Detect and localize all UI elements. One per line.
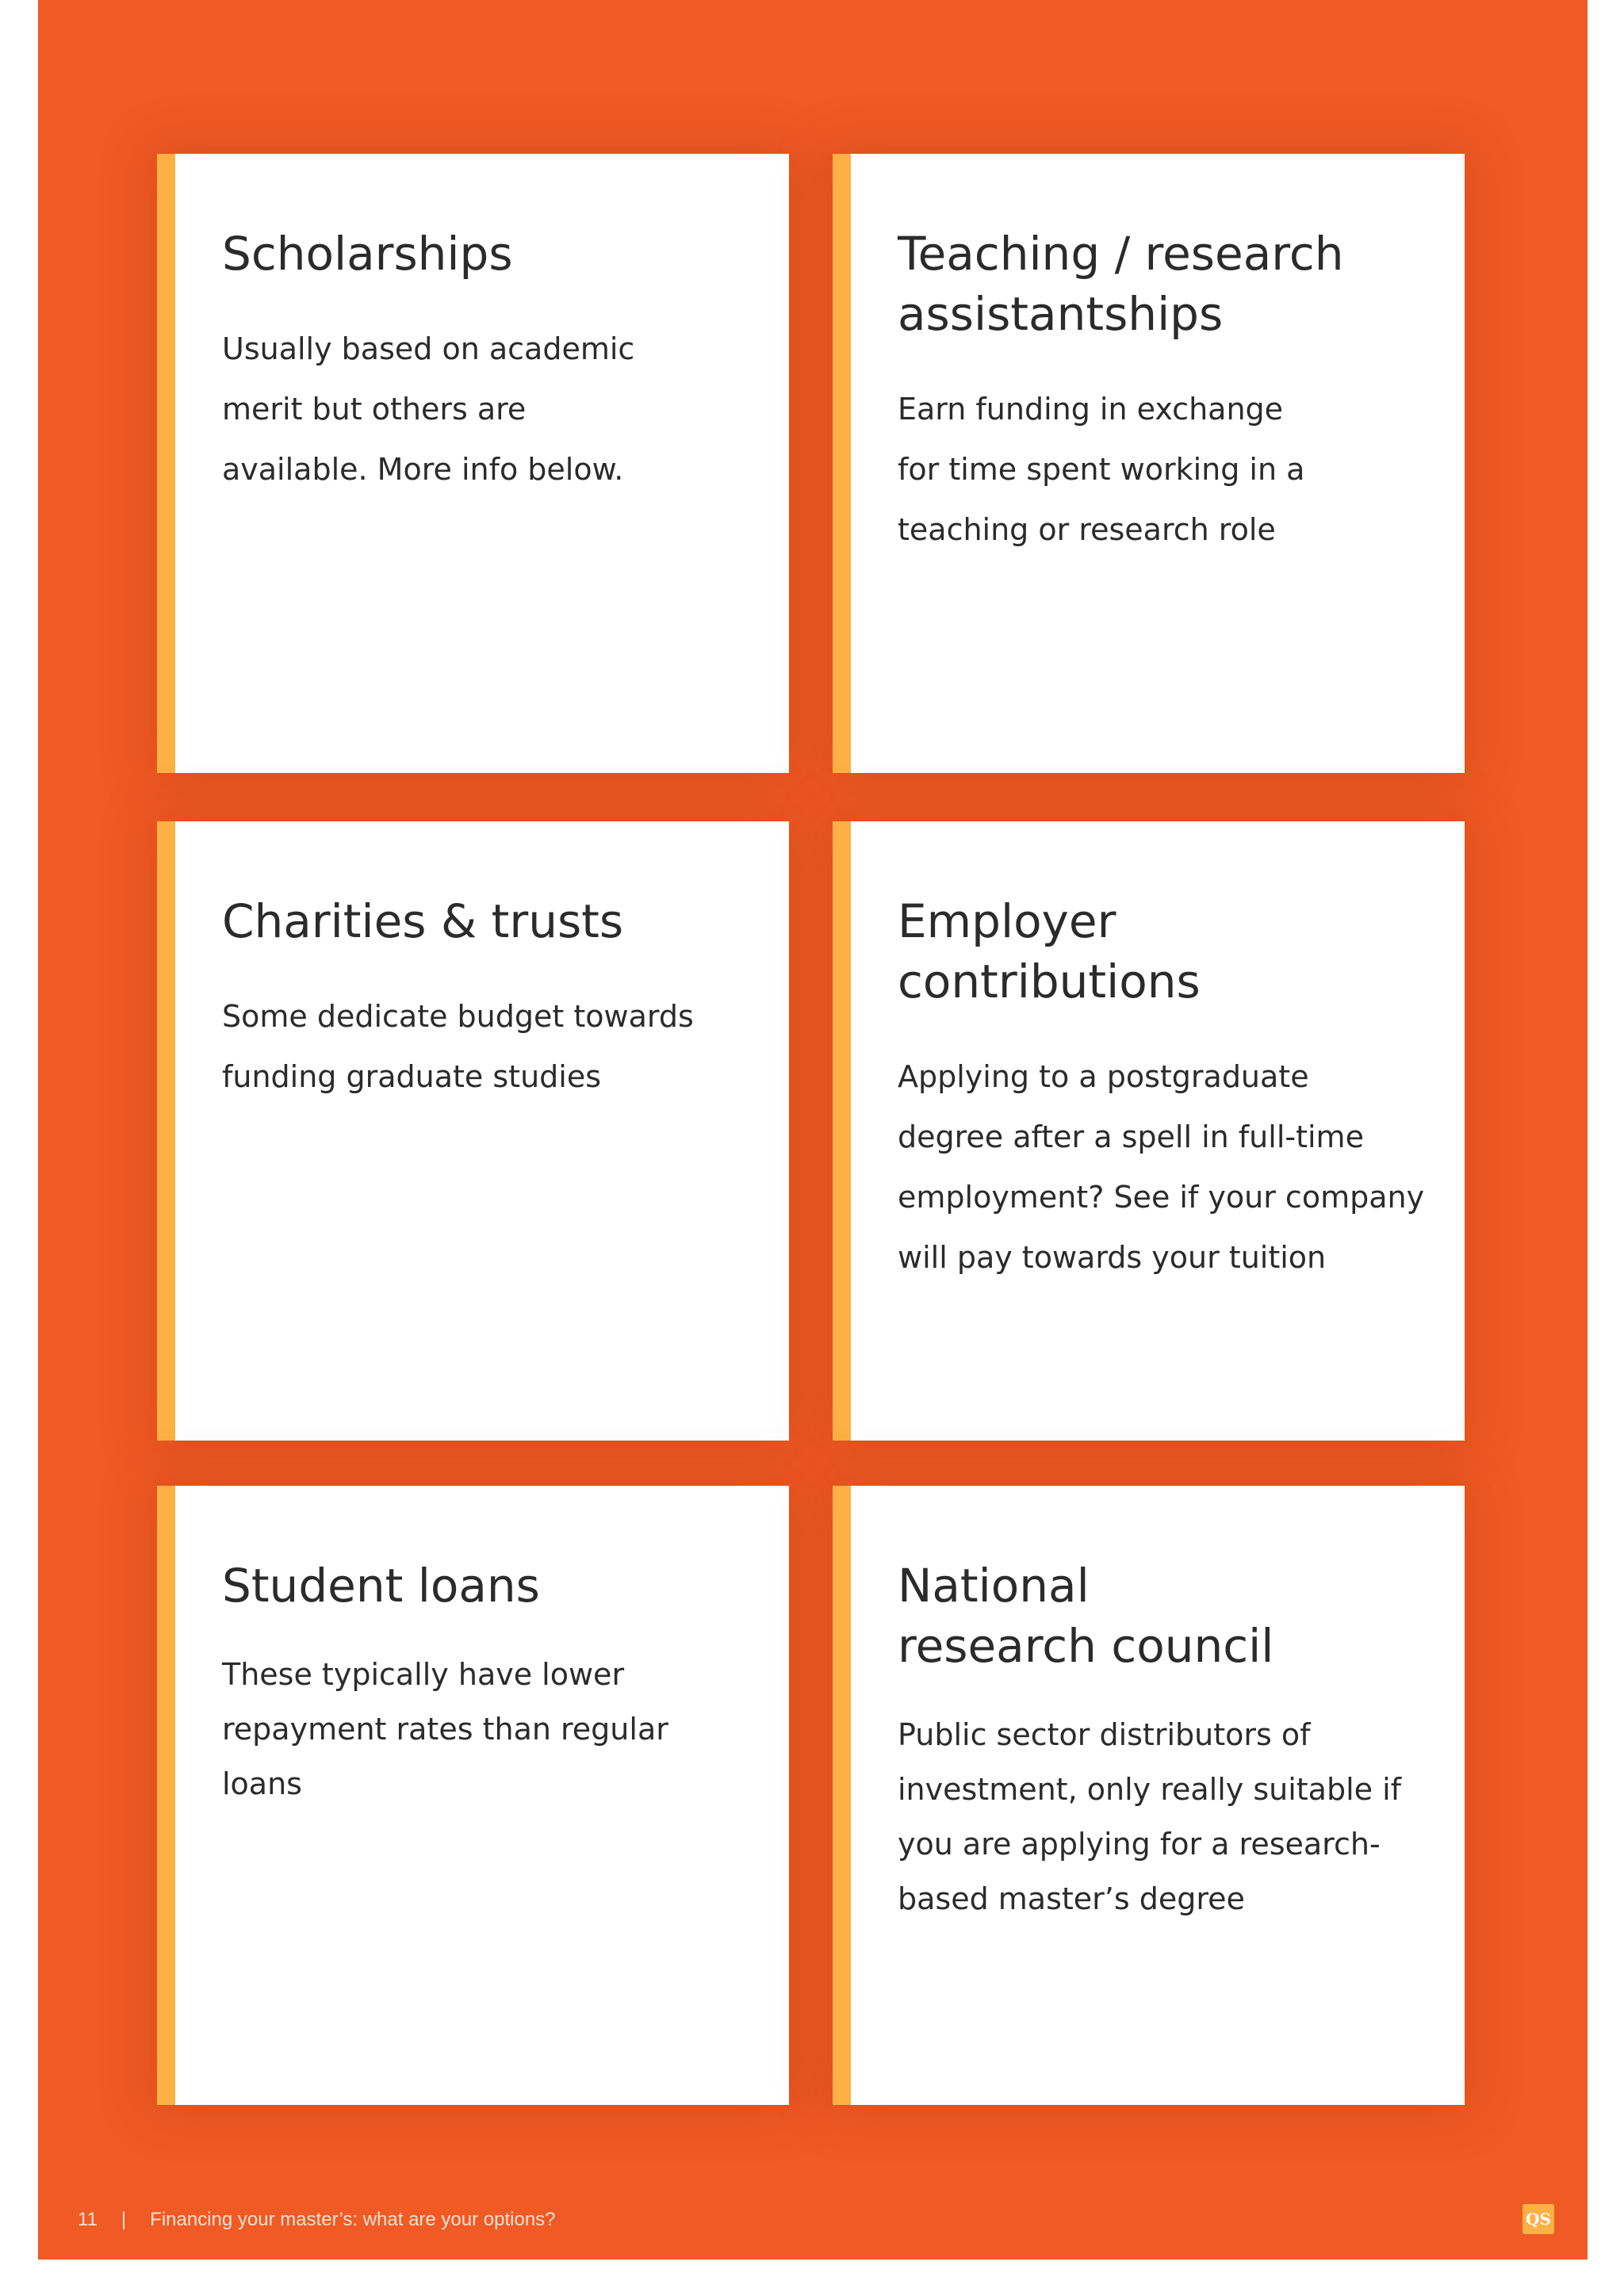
card-charities-trusts <box>157 821 789 1441</box>
card-body: Usually based on academic merit but others are available. More info below. <box>222 331 635 487</box>
card-title: Student loans <box>222 1559 540 1613</box>
card-accent-bar <box>157 154 175 773</box>
card-title: Employer contributions <box>898 894 1201 1008</box>
footer-document-title: Financing your master’s: what are your options? <box>150 2209 556 2230</box>
card-body: Applying to a postgraduate degree after a spell in full-time employment? See if your company will pay towards your tuition <box>898 1059 1425 1275</box>
card-accent-bar <box>833 1486 851 2105</box>
card-body: Some dedicate budget towards funding graduate studies <box>222 999 694 1094</box>
page-background <box>38 0 1588 2260</box>
qs-logo <box>1522 2204 1554 2234</box>
card-accent-bar <box>833 821 851 1441</box>
card-scholarships <box>157 154 789 773</box>
card-title: Teaching / research assistantships <box>898 227 1344 341</box>
card-teaching-research-assistantships <box>833 154 1465 773</box>
footer-separator: | <box>121 2209 127 2230</box>
page-number: 11 <box>78 2209 98 2230</box>
qs-logo-text: QS <box>1526 2210 1551 2229</box>
card-body: Public sector distributors of investment, only really suitable if you are applying for a research- based master’s degree <box>898 1717 1402 1916</box>
card-accent-bar <box>833 154 851 773</box>
card-student-loans <box>157 1486 789 2105</box>
card-body: These typically have lower repayment rates than regular loans <box>222 1657 668 1801</box>
card-employer-contributions <box>833 821 1465 1441</box>
card-title: Charities & trusts <box>222 894 624 948</box>
card-title: Scholarships <box>222 227 513 281</box>
card-title: National research council <box>898 1559 1274 1673</box>
card-accent-bar <box>157 1486 175 2105</box>
card-accent-bar <box>157 821 175 1441</box>
card-body: Earn funding in exchange for time spent working in a teaching or research role <box>898 392 1305 547</box>
card-national-research-council <box>833 1486 1465 2105</box>
page-footer <box>78 2209 556 2231</box>
